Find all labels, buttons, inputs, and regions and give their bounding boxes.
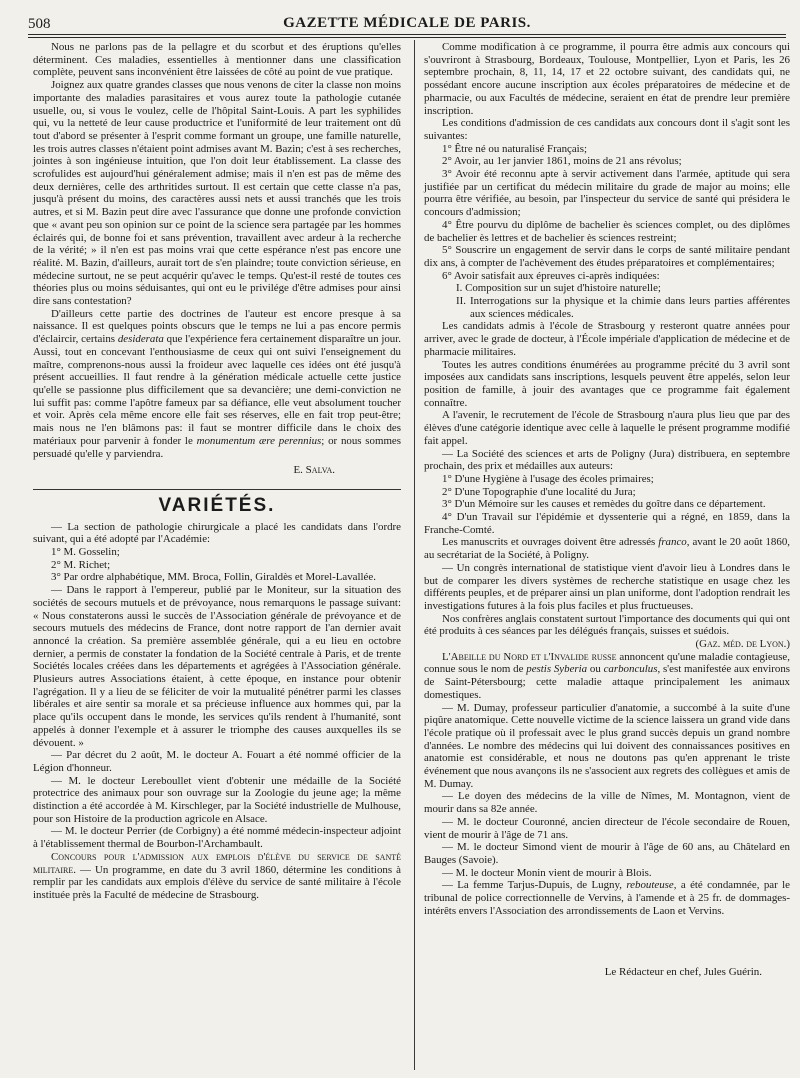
- paragraph: — La femme Tarjus-Dupuis, de Lugny, rebouteuse, a été condamnée, par le tribunal de police correctionnelle de Vervins, à l'amende et à 25 fr. de dommages-intérêts envers l'Association des arrondissements de Laon et Vervins.: [424, 879, 790, 917]
- paragraph: — M. le docteur Perrier (de Corbigny) a été nommé médecin-inspecteur adjoint à l'établissement thermal de Bourbon-l'Archambault.: [33, 825, 401, 851]
- list-item: 2° D'une Topographie d'une localité du Jura;: [442, 485, 636, 498]
- paragraph: L'Abeille du Nord et l'Invalide russe annoncent qu'une maladie contagieuse, connue sous le nom de pestis Syberia ou carbonculus, s'est manifestée aux environs de Saint-Pétersbourg; cette maladie attaque principalement les animaux domestiques.: [424, 650, 790, 701]
- paragraph: — M. le docteur Couronné, ancien directeur de l'école secondaire de Rouen, vient de mourir à l'âge de 71 ans.: [424, 815, 790, 841]
- list-item: II. Interrogations sur la physique et la chimie dans leurs parties afférentes aux sciences médicales.: [456, 295, 790, 320]
- paragraph: Joignez aux quatre grandes classes que nous venons de citer la classe non moins importante des maladies parasitaires et vous aurez toute la pathologie cutanée usuelle, ou, si vous le voulez, celle de l'hôpital Saint-Louis. A part les syphilides qui, vu la netteté de leur cause productrice et l'uniformité de leur traitement ont dû tout d'abord se présenter à l'esprit comme formant un groupe, une famille naturelle, les trois autres classes n'étaient point admises avant M. Bazin; c'est à ses recherches, jointes à son ingénieuse intuition, que l'on doit leur établissement. La classe des scrofulides est aujourd'hui généralement admise; mais il n'en est pas de même des deux dernières, celle des arthritides surtout. Il est certain que cette classe n'a pas, jusqu'à présent du moins, des caractères aussi nets et aussi tranchés que les trois autres, et si M. Bazin peut dire avec l'assurance que donne une profonde conviction que « avant peu son opinion sur ce point de la science sera partagée par les hommes éclairés qui, de bonne foi et sans prévention, travaillent avec ardeur à la recherche de la vérité; » il n'en est pas moins vrai que cette espérance n'est pas encore une réalité. M. Bazin, d'ailleurs, aurait tort de s'en plaindre; toute conviction sérieuse, en médecine surtout, ne se peut acquérir qu'avec le temps. Qu'est-il resté de toutes ces théories plus ou moins séduisantes, qui ont eu le privilége d'être admises pour ainsi dire sans contestation?: [33, 79, 401, 308]
- editor-signature: Le Rédacteur en chef, Jules Guérin.: [604, 965, 762, 978]
- list-item: 4° D'un Travail sur l'épidémie et dyssenterie qui a régné, en 1859, dans la Franche-Comté.: [424, 511, 790, 536]
- paragraph: D'ailleurs cette partie des doctrines de l'auteur est encore presque à sa naissance. Il est quelques points obscurs que le temps ne lui a pas encore permis d'éclaircir, certains desiderata que l'expérience fera certainement disparaître un jour. Aussi, tout en concevant l'enthousiasme de ceux qui ont suivi l'enseignement du maître, comprenons-nous aussi la froideur avec laquelle ces idées ont été jusqu'à présent accueillies. Il faut rendre à la génération médicale actuelle cette justice qu'elle se passionne plus difficilement que sa devancière; une demi-conviction ne lui suffit pas: comme l'apôtre fameux par sa défiance, elle veut absolument toucher et voir. Après cela même encore elle fait ses réserves, elle en fait trop peut-être; mais nous ne l'en blâmons pas: il faut se montrer difficile dans le choix des matériaux pour parvenir à fonder le monumentum ære perennius; or nous sommes persuadé qu'elle y parviendra.: [33, 307, 401, 460]
- section-separator: [33, 489, 401, 490]
- paragraph: Les conditions d'admission de ces candidats aux concours dont il s'agit sont les suivantes:: [424, 117, 790, 142]
- paragraph: Concours pour l'admission aux emplois d'élève du service de santé militaire. — Un programme, en date du 3 avril 1860, détermine les conditions à remplir par les candidats aux emplois d'élève du service de santé militaire à l'école instituée près la Faculté de médecine de Strasbourg.: [33, 850, 401, 901]
- list-item: 5° Souscrire un engagement de servir dans le corps de santé militaire pendant dix ans, à compter de l'achèvement des études préparatoires et complémentaires;: [424, 244, 790, 269]
- candidate-list: [51, 546, 401, 584]
- column-divider: [414, 40, 415, 1070]
- paragraph: — M. Dumay, professeur particulier d'anatomie, a succombé à la suite d'une piqûre anatomique. Cette nouvelle victime de la science laissera un grand vide dans l'école pratique où il professait avec le plus grand succès depuis un grand nombre d'années. Le nombre des médecins qui lui doivent des connaissances positives en anatomie est considérable, et nous ne doutons pas qu'en apprenant le triste événement que nous avançons ils ne s'associent aux regrets des collègues et amis de M. Dumay.: [424, 701, 790, 790]
- list-item: 3° Avoir été reconnu apte à servir activement dans l'armée, aptitude qui sera justifiée par un certificat du médecin militaire du grade de major au moins; elle pourra être vérifiée, au besoin, par l'inspecteur du service de santé qui présidera le concours d'admission;: [424, 168, 790, 219]
- list-item: I. Composition sur un sujet d'histoire naturelle;: [456, 282, 661, 295]
- prize-list: [424, 473, 790, 537]
- paragraph: — M. le docteur Simond vient de mourir à l'âge de 60 ans, au Châtelard en Bauges (Savoie).: [424, 841, 790, 866]
- list-item: 1° M. Gosselin;: [51, 546, 120, 559]
- paragraph: — M. le docteur Monin vient de mourir à Blois.: [442, 866, 652, 879]
- source-citation: (Gaz. méd. de Lyon.): [695, 638, 790, 651]
- page-number: 508: [28, 16, 51, 32]
- paragraph: — Un congrès international de statistique vient d'avoir lieu à Londres dans le but de comparer les divers systèmes de recherche statistique en usage chez les différents peuples, et de préparer ainsi un plan uniforme, dont l'adoption rendrait les investigations futures à la fois plus faciles et plus fructueuses.: [424, 561, 790, 612]
- paragraph: Comme modification à ce programme, il pourra être admis aux concours qui s'ouvriront à Strasbourg, Bordeaux, Toulouse, Montpellier, Lyon et Paris, les 26 septembre prochain, 8, 11, 14, 17 et 22 octobre suivant, des candidats qui, ne possédant encore aucune inscription aux écoles préparatoires de médecine et de pharmacie, ou aux Facultés de médecine, seraient en état de prendre leur première inscription.: [424, 41, 790, 117]
- list-item: 6° Avoir satisfait aux épreuves ci-après indiquées:: [442, 269, 660, 282]
- paragraph: — Par décret du 2 août, M. le docteur A. Fouart a été nommé officier de la Légion d'honneur.: [33, 749, 401, 774]
- paragraph: — Dans le rapport à l'empereur, publié par le Moniteur, sur la situation des sociétés de secours mutuels et de prévoyance, nous remarquons le passage suivant: « Nous constaterons aussi le succès de l'Association générale de prévoyance et de secours mutuels des médecins de France, dont notre rapport de l'an dernier avait annoncé la création. Sa première assemblée générale, qui a eu lieu en octobre dernier, a permis de constater la fondation de la Société centrale à Paris, et de trente Sociétés locales créées dans les départements et agrégées à l'Association générale. Plusieurs autres Associations étaient, à cette époque, en instance pour obtenir l'agrégation. Il y a lieu de se féliciter de voir la mutualité pénétrer parmi les classes libérales et aire sentir sa morale et sa précieuse influence aux hommes qui, par la place qu'ils occupent dans le monde, les services qu'ils rendent à l'humanité, sont appelés à donner l'exemple et à assurer le triomphe des causes auxquelles ils se dévouent. »: [33, 584, 401, 749]
- list-item: 3° Par ordre alphabétique, MM. Broca, Follin, Giraldès et Morel-Lavallée.: [51, 571, 376, 584]
- paragraph: Les candidats admis à l'école de Strasbourg y resteront quatre années pour arriver, avec le grade de docteur, à l'École impériale d'application de médecine et de pharmacie militaires.: [424, 320, 790, 358]
- author-signature: E. Salva.: [293, 464, 335, 477]
- section-title: VARIÉTÉS.: [158, 494, 276, 516]
- list-item: 2° M. Richet;: [51, 558, 111, 571]
- paragraph: Nous ne parlons pas de la pellagre et du scorbut et des éruptions qu'elles déterminent. Ces maladies, essentielles à mentionner dans une classification complète, peuvent sans inconvénient être laissées de côté au point de vue pratique.: [33, 41, 401, 79]
- paragraph: — Le doyen des médecins de la ville de Nîmes, M. Montagnon, vient de mourir dans sa 82e année.: [424, 790, 790, 816]
- paragraph: A l'avenir, le recrutement de l'école de Strasbourg n'aura plus lieu que par des élèves d'une catégorie identique avec celle à laquelle le présent programme modifié fait appel.: [424, 409, 790, 447]
- header-rule-top: [28, 34, 786, 35]
- list-item: 1° D'une Hygiène à l'usage des écoles primaires;: [442, 472, 654, 485]
- conditions-list: [424, 143, 790, 283]
- paragraph: Les manuscrits et ouvrages doivent être adressés franco, avant le 20 août 1860, au secrétariat de la Société, à Poligny.: [424, 536, 790, 562]
- list-item: 4° Être pourvu du diplôme de bachelier ès sciences complet, ou des diplômes de bachelier ès lettres et de bachelier ès sciences restreint;: [424, 218, 790, 244]
- paragraph: — M. le docteur Lereboullet vient d'obtenir une médaille de la Société protectrice des animaux pour son ouvrage sur la Zoologie du jeune age; la même distinction a été accordée à M. Kirschleger, par la Société industrielle de Mulhouse, pour son Histoire de la production agricole en Alsace.: [33, 774, 401, 825]
- left-column: [33, 41, 401, 902]
- list-item: 2° Avoir, au 1er janvier 1861, moins de 21 ans révolus;: [442, 155, 682, 168]
- header-rule-bottom: [28, 37, 786, 38]
- right-column: [424, 41, 790, 978]
- paragraph: — La Société des sciences et arts de Poligny (Jura) distribuera, en septembre prochain, des prix et médailles aux auteurs:: [424, 447, 790, 473]
- paragraph: Toutes les autres conditions énumérées au programme précité du 3 avril sont imposées aux candidats sans inscriptions, lesquels peuvent être appelés, selon leur position de famille, à jouir des avantages que ce programme fait également connaître.: [424, 358, 790, 409]
- paragraph: Nos confrères anglais constatent surtout l'importance des documents qui qui ont été produits à ces séances par les délégués français, suisses et suédois.: [424, 612, 790, 638]
- paragraph: — La section de pathologie chirurgicale a placé les candidats dans l'ordre suivant, qui a été adopté par l'Académie:: [33, 520, 401, 546]
- list-item: 3° D'un Mémoire sur les causes et remèdes du goître dans ce département.: [442, 498, 766, 511]
- exam-list: [424, 282, 790, 320]
- list-item: 1° Être né ou naturalisé Français;: [442, 142, 587, 155]
- journal-title: GAZETTE MÉDICALE DE PARIS.: [283, 15, 531, 31]
